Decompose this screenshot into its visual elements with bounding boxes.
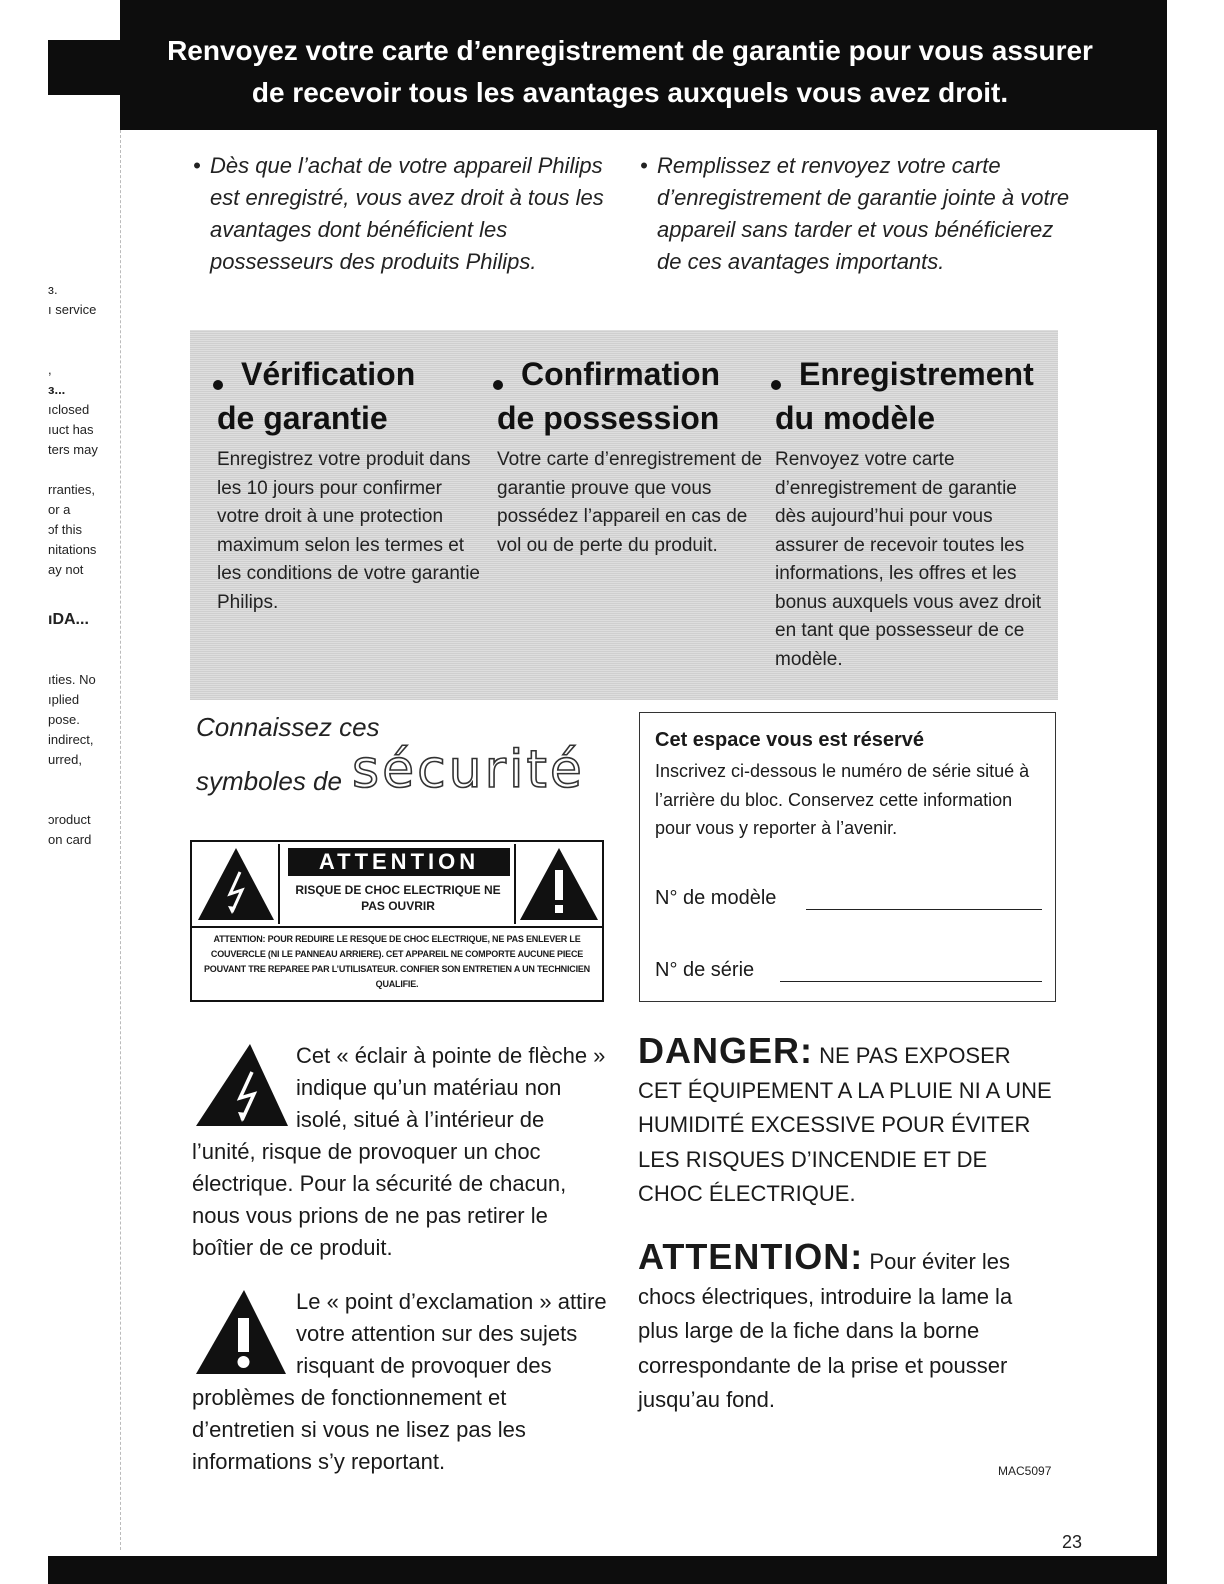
left-divider — [120, 130, 122, 1550]
fragment: ay not — [48, 562, 84, 577]
page-title: Renvoyez votre carte d’enregistrement de garantie pour vous assurer de recevoir tous les avantages auxquels vous avez droit. — [167, 35, 1093, 108]
fragment: on card — [48, 832, 92, 847]
benefit-body: Enregistrez votre produit dans les 10 jours pour confirmer votre droit à une protection maximum selon les termes et les conditions de votre garantie Philips. — [217, 449, 480, 613]
warning-fine-print: ATTENTION: POUR REDUIRE LE RESQUE DE CHOC ELECTRIQUE, NE PAS ENLEVER LE COUVERCLE (NI LE PANNEAU ARRIERE). CET APPAREIL NE COMPORTE AUCUNE PIECE POUVANT TRE REPAREE PAR L’UTILISATEUR. CONFIER SON ENTRETIEN A UN TECHNICIEN QUALIFIE. — [204, 934, 590, 989]
serial-number-field[interactable] — [780, 981, 1042, 982]
exclamation-text: Le « point d’exclamation » attire votre attention sur des sujets risquant de provoquer des problèmes de fonctionnement et d’entretien si vous ne lisez pas les informations s’y reportant. — [192, 1289, 607, 1474]
fragment: ıDA... — [48, 611, 89, 628]
reserved-text: Inscrivez ci-dessous le numéro de série situé à l’arrière du bloc. Conservez cette information pour vous y reporter à l’avenir. — [655, 761, 1030, 838]
serial-number-label: N° de série — [655, 959, 755, 981]
danger-lead: DANGER: — [638, 1030, 813, 1071]
benefit-title-line2: de possession — [497, 400, 720, 436]
benefit-body: Votre carte d’enregistrement de garantie prouve que vous possédez l’appareil en cas de vol ou de perte du produit. — [497, 449, 763, 556]
fragment — [48, 580, 118, 610]
header-notch-lower — [48, 95, 120, 130]
fragment: urred, — [48, 752, 82, 767]
benefit-title-line1: Vérification — [241, 356, 416, 392]
fragment: ı service — [48, 302, 97, 317]
benefit-model-registration — [775, 352, 1045, 674]
benefit-title-line1: Confirmation — [521, 356, 721, 392]
lightning-paragraph — [192, 1040, 612, 1264]
fragment: ɜ... — [48, 382, 66, 397]
fragment — [48, 320, 118, 360]
fragment: ıties. No — [48, 672, 96, 687]
header-notch — [48, 0, 120, 40]
symbols-heading-word: sécurité — [352, 740, 585, 800]
bullet-icon: • — [640, 153, 648, 178]
fragment: indirect, — [48, 732, 94, 747]
divider — [192, 926, 602, 928]
lightning-triangle-icon — [194, 844, 280, 924]
fragment: ters may — [48, 442, 98, 457]
benefit-title-line1: Enregistrement — [799, 356, 1034, 392]
lightning-text: Cet « éclair à pointe de flèche » indique qu’un matériau non isolé, situé à l’intérieur de l’unité, risque de provoquer un choc électrique. Pour la sécurité de chacun, nous vous prions de ne pas retirer le boîtier de ce produit. — [192, 1043, 606, 1260]
fragment: rranties, — [48, 482, 95, 497]
benefit-title — [217, 352, 482, 440]
fragment: or a — [48, 502, 71, 517]
fragment: ıclosed — [48, 402, 90, 417]
lightning-triangle-icon — [192, 1042, 290, 1132]
fragment: nitations — [48, 542, 97, 557]
attention-text: Pour éviter les chocs électriques, introduire la lame la plus large de la fiche dans la borne correspondante de la prise et pousser jusqu’au fond. — [638, 1249, 1013, 1412]
exclamation-paragraph — [192, 1286, 612, 1478]
benefit-warranty — [217, 352, 482, 617]
page-edge — [1157, 0, 1167, 1584]
attention-banner: ATTENTION — [288, 848, 510, 876]
intro-left — [193, 150, 613, 278]
benefit-title — [775, 352, 1045, 440]
fragment: ɔf this — [48, 522, 82, 537]
symbols-heading-line1: Connaissez ces — [196, 712, 380, 742]
attention-lead: ATTENTION: — [638, 1236, 864, 1277]
document-code: MAC5097 — [998, 1464, 1052, 1478]
bullet-icon — [493, 380, 503, 390]
benefit-ownership — [497, 352, 767, 560]
danger-notice — [638, 1030, 1058, 1212]
fragment: ıplied — [48, 692, 80, 707]
danger-text: NE PAS EXPOSER CET ÉQUIPEMENT A LA PLUIE NI A UNE HUMIDITÉ EXCESSIVE POUR ÉVITER LES RISQUES D’INCENDIE ET DE CHOC ÉLECTRIQUE. — [638, 1043, 1052, 1206]
exclamation-triangle-icon — [514, 844, 602, 924]
bullet-icon — [771, 380, 781, 390]
intro-right-text: Remplissez et renvoyez votre carte d’enregistrement de garantie jointe à votre appareil sans tarder et vous bénéficierez de ces avantages importants. — [657, 153, 1070, 274]
model-number-field[interactable] — [806, 909, 1042, 910]
fragment: , — [48, 362, 52, 377]
warning-label-top — [192, 842, 602, 926]
risk-text: RISQUE DE CHOC ELECTRIQUE NE PAS OUVRIR — [295, 883, 501, 913]
benefits-panel — [190, 330, 1058, 700]
reserved-box — [639, 712, 1056, 1002]
fragment — [48, 460, 118, 480]
bullet-icon: • — [193, 153, 201, 178]
fragment — [48, 770, 118, 810]
fragment — [48, 630, 118, 670]
benefit-body: Renvoyez votre carte d’enregistrement de garantie dès aujourd’hui pour vous assurer de recevoir toutes les informations, les offres et les bonus auxquels vous avez droit en tant que possesseur de ce modèle. — [775, 449, 1042, 670]
intro-right — [640, 150, 1070, 278]
attention-notice — [638, 1236, 1058, 1418]
model-number-label: N° de modèle — [655, 887, 777, 909]
intro-left-text: Dès que l’achat de votre appareil Philips est enregistré, vous avez droit à tous les avantages dont bénéficient les possesseurs des produits Philips. — [210, 153, 604, 274]
fragment: ɜ. — [48, 282, 58, 297]
page-number: 23 — [1062, 1532, 1083, 1552]
symbols-heading-line2: symboles de — [196, 766, 342, 796]
benefit-title — [497, 352, 767, 440]
reserved-title: Cet espace vous est réservé — [655, 729, 925, 751]
exclamation-triangle-icon — [192, 1288, 290, 1378]
bullet-icon — [213, 380, 223, 390]
benefit-title-line2: du modèle — [775, 400, 936, 436]
bottom-bar — [48, 1556, 1167, 1584]
fragment: pose. — [48, 712, 80, 727]
fragment: ıuct has — [48, 422, 94, 437]
warning-label — [190, 840, 604, 1002]
previous-page-fragments — [48, 280, 118, 850]
benefit-title-line2: de garantie — [217, 400, 388, 436]
fragment: ɔroduct — [48, 812, 91, 827]
